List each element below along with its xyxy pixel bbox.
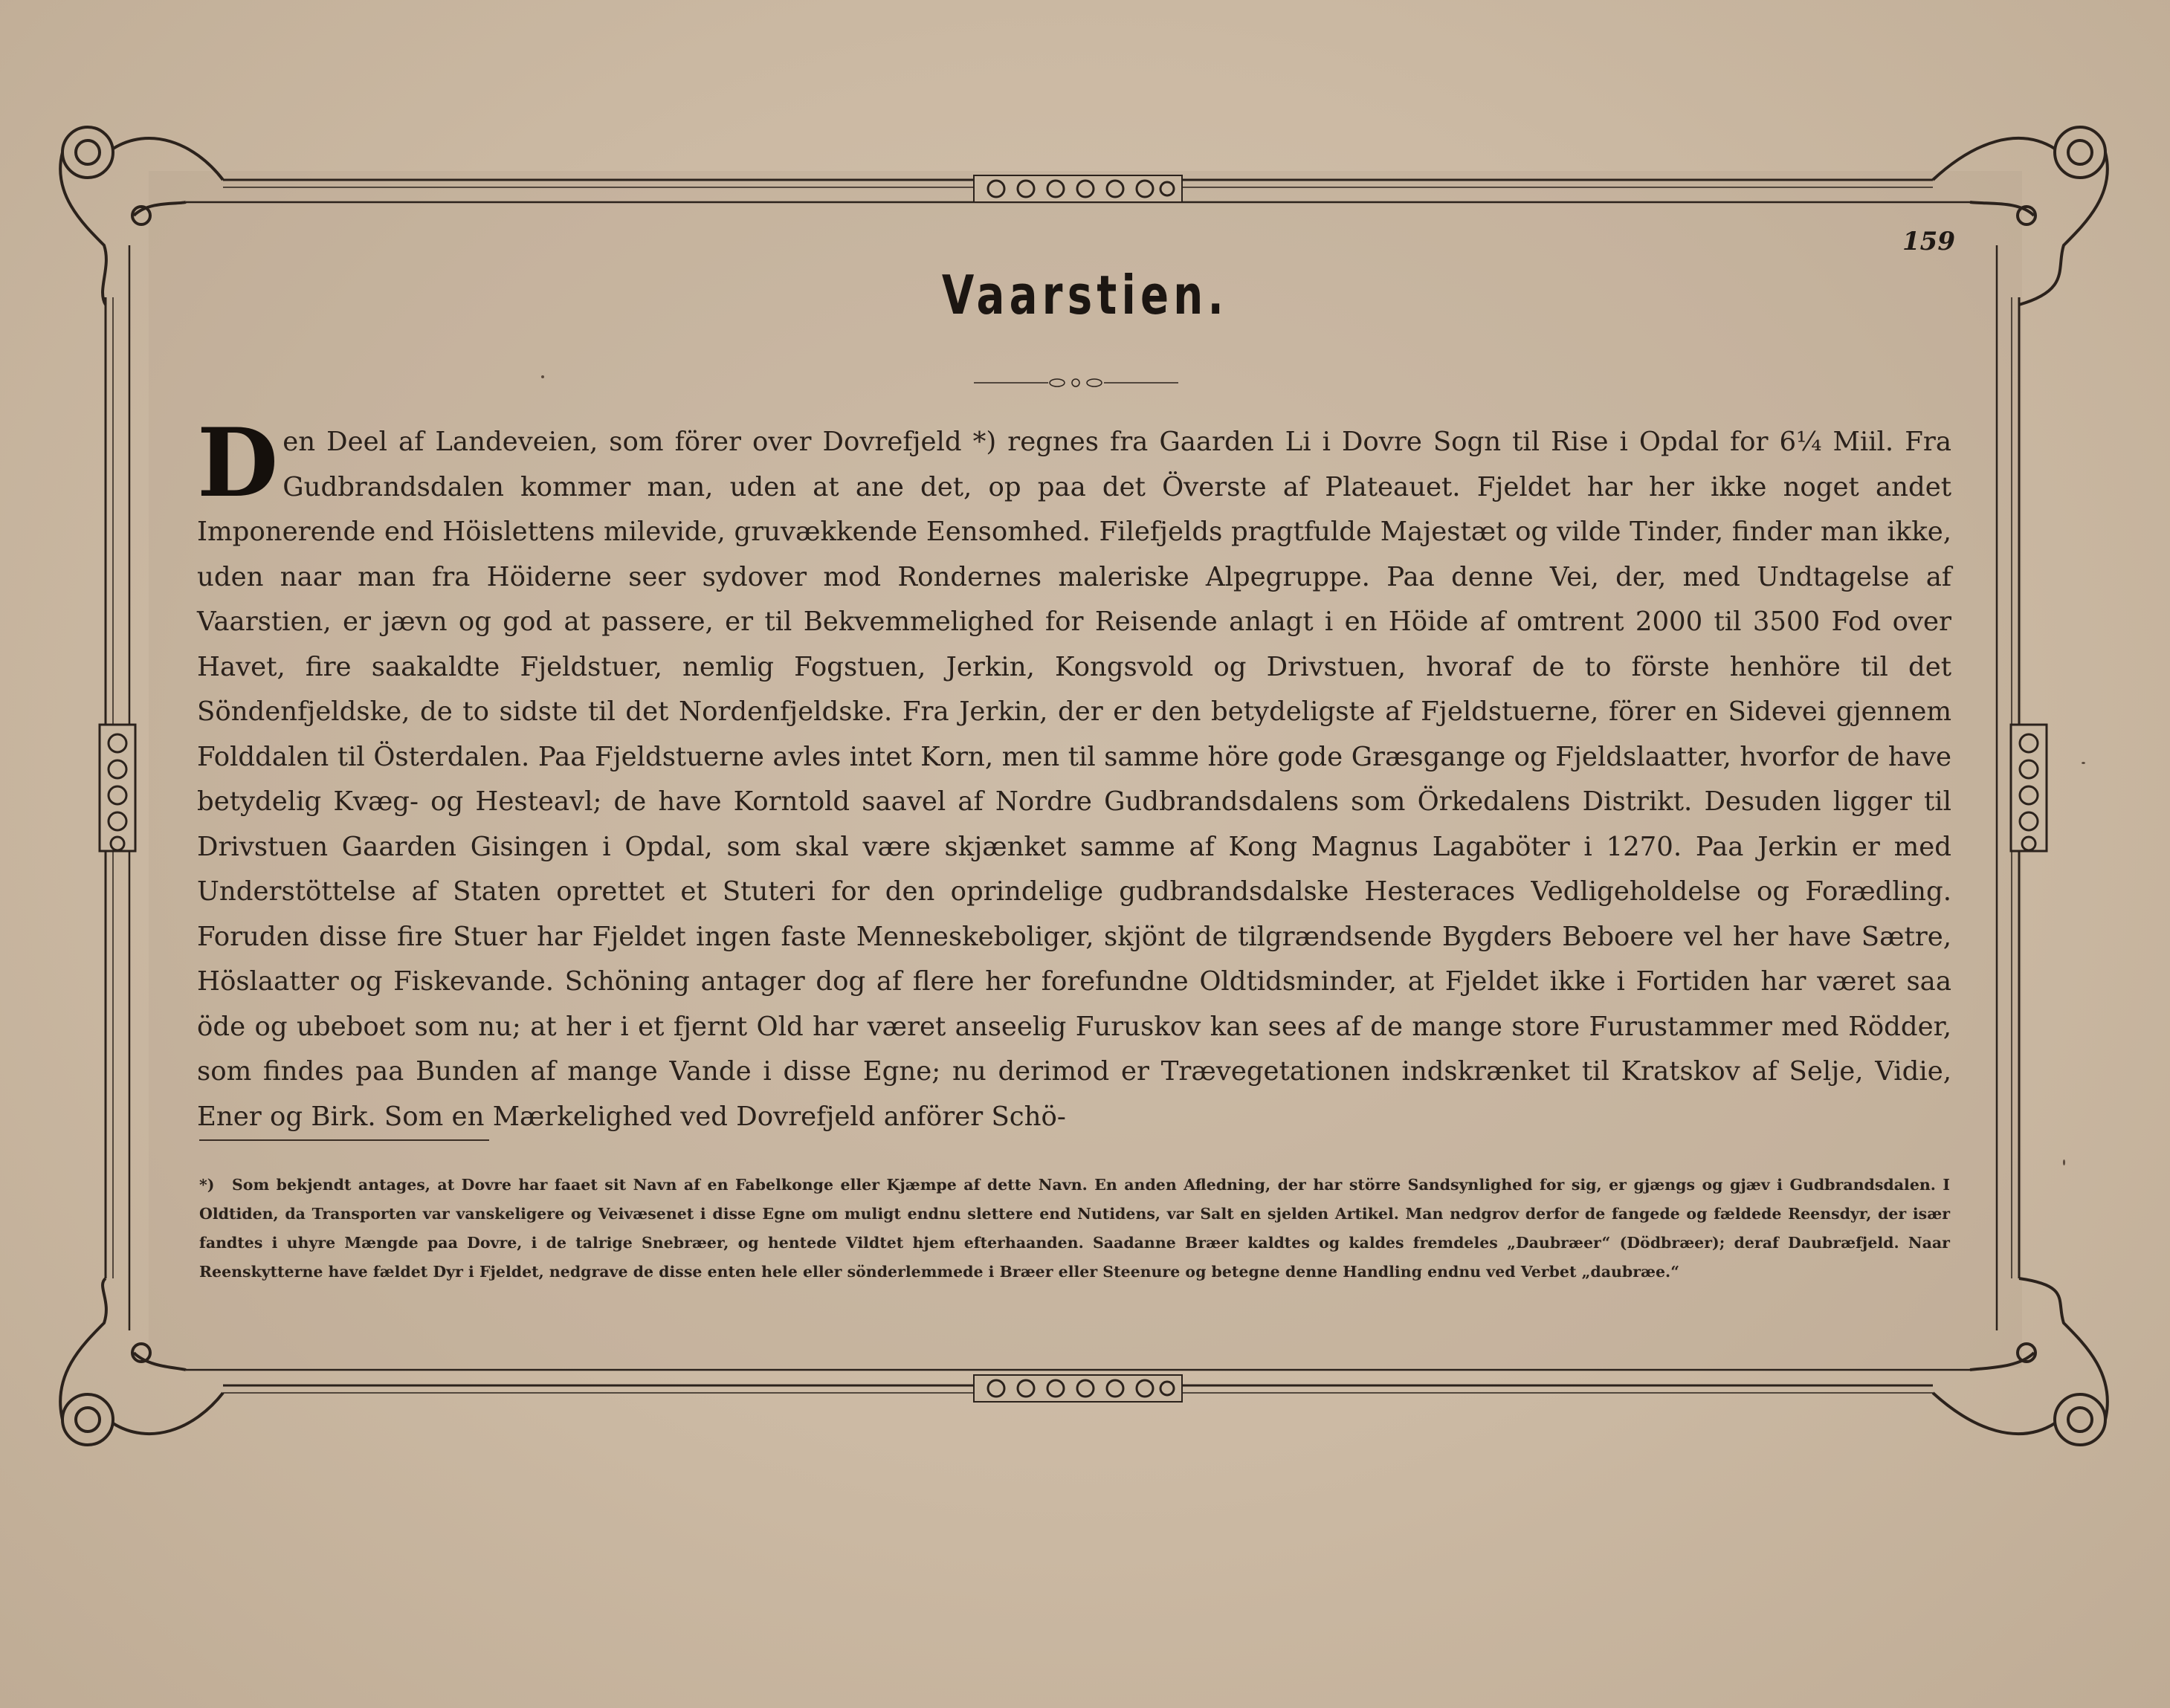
paper-speck <box>2082 762 2085 764</box>
paper-speck <box>2063 1159 2065 1165</box>
title-rule-ornament <box>974 375 1178 390</box>
footnote-divider <box>199 1139 489 1141</box>
footnote-text: Som bekjendt antages, at Dovre har faaet sit Navn af en Fabelkonge eller Kjæmpe af dette Navn. En anden Afledning, der har större Sandsynlighed for sig, er gjængs og gjæv i Gudbrandsdalen. I Oldtiden, da Transporten var vanskeligere og Veivæsenet i disse Egne om muligt endnu slettere end Nutidens, var Salt en sjelden Artikel. Man nedgrov derfor de fangede og fældede Reensdyr, der især fandtes i uhyre Mængde paa Dovre, i de talrige Snebræer, og hentede Vildtet hjem efterhaanden. Saadanne Bræer kaldtes og kaldes fremdeles „Daubræer“ (Dödbræer); deraf Daubræfjeld. Naar Reenskytterne have fældet Dyr i Fjeldet, nedgrave de disse enten hele eller sönderlemmede i Bræer eller Steenure og betegne denne Handling endnu ved Verbet „daubræe.“ <box>199 1176 1950 1281</box>
paper-speck <box>541 375 544 378</box>
body-paragraph: en Deel af Landeveien, som förer over Dovrefjeld *) regnes fra Gaarden Li i Dovre Sogn til Rise i Opdal for 6¼ Miil. Fra Gudbrandsdalen kommer man, uden at ane det, op paa det Överste af Plateauet. Fjeldet har her ikke noget andet Imponerende end Höislettens milevide, gruvækkende Eensomhed. Filefjelds pragtfulde Majestæt og vilde Tinder, finder man ikke, uden naar man fra Höiderne seer sydover mod Rondernes maleriske Alpegruppe. Paa denne Vei, der, med Undtagelse af Vaarstien, er jævn og god at passere, er til Bekvemmelighed for Reisende anlagt i en Höide af omtrent 2000 til 3500 Fod over Havet, fire saakaldte Fjeldstuer, nemlig Fogstuen, Jerkin, Kongsvold og Drivstuen, hvoraf de to förste henhöre til det Söndenfjeldske, de to sidste til det Nordenfjeldske. Fra Jerkin, der er den betydeligste af Fjeldstuerne, förer en Sidevei gjennem Folddalen til Österdalen. Paa Fjeldstuerne avles intet Korn, men til samme höre gode Græsgange og Fjeldslaatter, hvorfor de have betydelig Kvæg- og Hesteavl; de have Korntold saavel af Nordre Gudbrandsdalens som Örkedalens Distrikt. Desuden ligger til Drivstuen Gaarden Gisingen i Opdal, som skal være skjænket samme af Kong Magnus Lagaböter i 1270. Paa Jerkin er med Understöttelse af Staten oprettet et Stuteri for den oprindelige gudbrandsdalske Hesteraces Vedligeholdelse og Forædling. Foruden disse fire Stuer har Fjeldet ingen faste Menneskeboliger, skjönt de tilgrændsende Bygders Beboere vel her have Sætre, Höslaatter og Fiskevande. Schöning antager dog af flere her forefundne Oldtidsminder, at Fjeldet ikke i Fortiden har været saa öde og ubeboet som nu; at her i et fjernt Old har været anseelig Furuskov kan sees af de mange store Furustammer med Rödder, som findes paa Bunden af mange Vande i disse Egne; nu derimod er Trævegetationen indskrænket til Kratskov af Selje, Vidie, Ener og Birk. Som en Mærkelighed ved Dovrefjeld anförer Schö- <box>197 427 1951 1132</box>
footnote <box>199 1171 1950 1287</box>
body-text <box>197 408 1951 1139</box>
footnote-mark: *) <box>199 1176 215 1194</box>
page-title: Vaarstien. <box>941 264 1229 326</box>
page-number: 159 <box>1902 227 1955 256</box>
drop-cap: D <box>197 408 279 518</box>
